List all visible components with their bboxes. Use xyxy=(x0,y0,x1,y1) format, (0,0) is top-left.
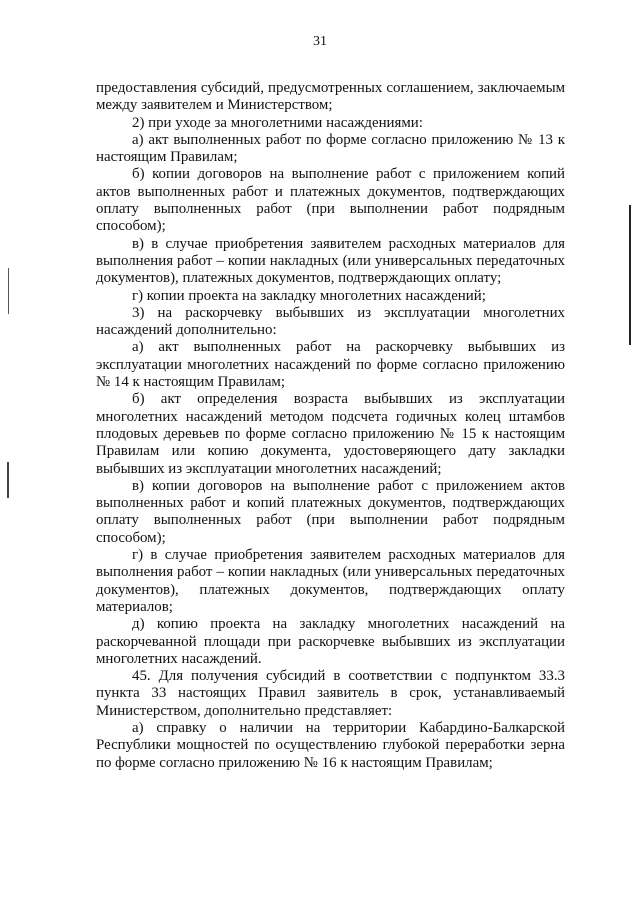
paragraph: в) в случае приобретения заявителем расходных материалов для выполнения работ – копии накладных (или универсальных передаточных документов), платежных документов, подтверждающих оплату; xyxy=(96,235,565,287)
paragraph: д) копию проекта на закладку многолетних насаждений на раскорчеванной площади при раскорчевке выбывших из эксплуатации многолетних насаждений. xyxy=(96,616,565,667)
paragraph: г) копии проекта на закладку многолетних насаждений; xyxy=(132,287,486,304)
paragraph: 2) при уходе за многолетними насаждениями: xyxy=(132,114,423,131)
paragraph: 3) на раскорчевку выбывших из эксплуатации многолетних насаждений дополнительно: xyxy=(96,304,565,339)
paragraph: а) справку о наличии на территории Кабардино-Балкарской Республики мощностей по осуществлению глубокой переработки зерна по форме согласно приложению № 16 к настоящим Правилам; xyxy=(96,719,565,771)
document-body xyxy=(96,80,565,772)
paragraph: г) в случае приобретения заявителем расходных материалов для выполнения работ – копии накладных (или универсальных передаточных документов), платежных документов, подтверждающих оплату материалов; xyxy=(96,547,565,615)
scan-mark-right xyxy=(629,205,631,345)
paragraph: б) копии договоров на выполнение работ с приложением копий актов выполненных работ и платежных документов, подтверждающих оплату выполненных работ (при выполнении работ подрядным способом); xyxy=(96,166,565,235)
scan-mark-left-bottom xyxy=(7,462,9,498)
page-number: 31 xyxy=(313,34,327,49)
paragraph: а) акт выполненных работ на раскорчевку выбывших из эксплуатации многолетних насаждений по форме согласно приложению № 14 к настоящим Правилам; xyxy=(96,339,565,391)
scan-mark-left-top xyxy=(8,268,9,314)
paragraph: предоставления субсидий, предусмотренных соглашением, заключаемым между заявителем и Министерством; xyxy=(96,80,565,114)
paragraph: в) копии договоров на выполнение работ с приложением актов выполненных работ и копий платежных документов, подтверждающих оплату выполненных работ (при выполнении работ подрядным способом); xyxy=(96,477,565,546)
paragraph: а) акт выполненных работ по форме согласно приложению № 13 к настоящим Правилам; xyxy=(96,131,565,166)
paragraph: б) акт определения возраста выбывших из эксплуатации многолетних насаждений методом подсчета годичных колец штамбов плодовых деревьев по форме согласно приложению № 15 к настоящим Правилам или копию документа, удостоверяющего дату закладки выбывших из эксплуатации многолетних насаждений; xyxy=(96,391,565,477)
paragraph: 45. Для получения субсидий в соответствии с подпунктом 33.3 пункта 33 настоящих Правил заявитель в срок, устанавливаемый Министерством, дополнительно представляет: xyxy=(96,668,565,719)
